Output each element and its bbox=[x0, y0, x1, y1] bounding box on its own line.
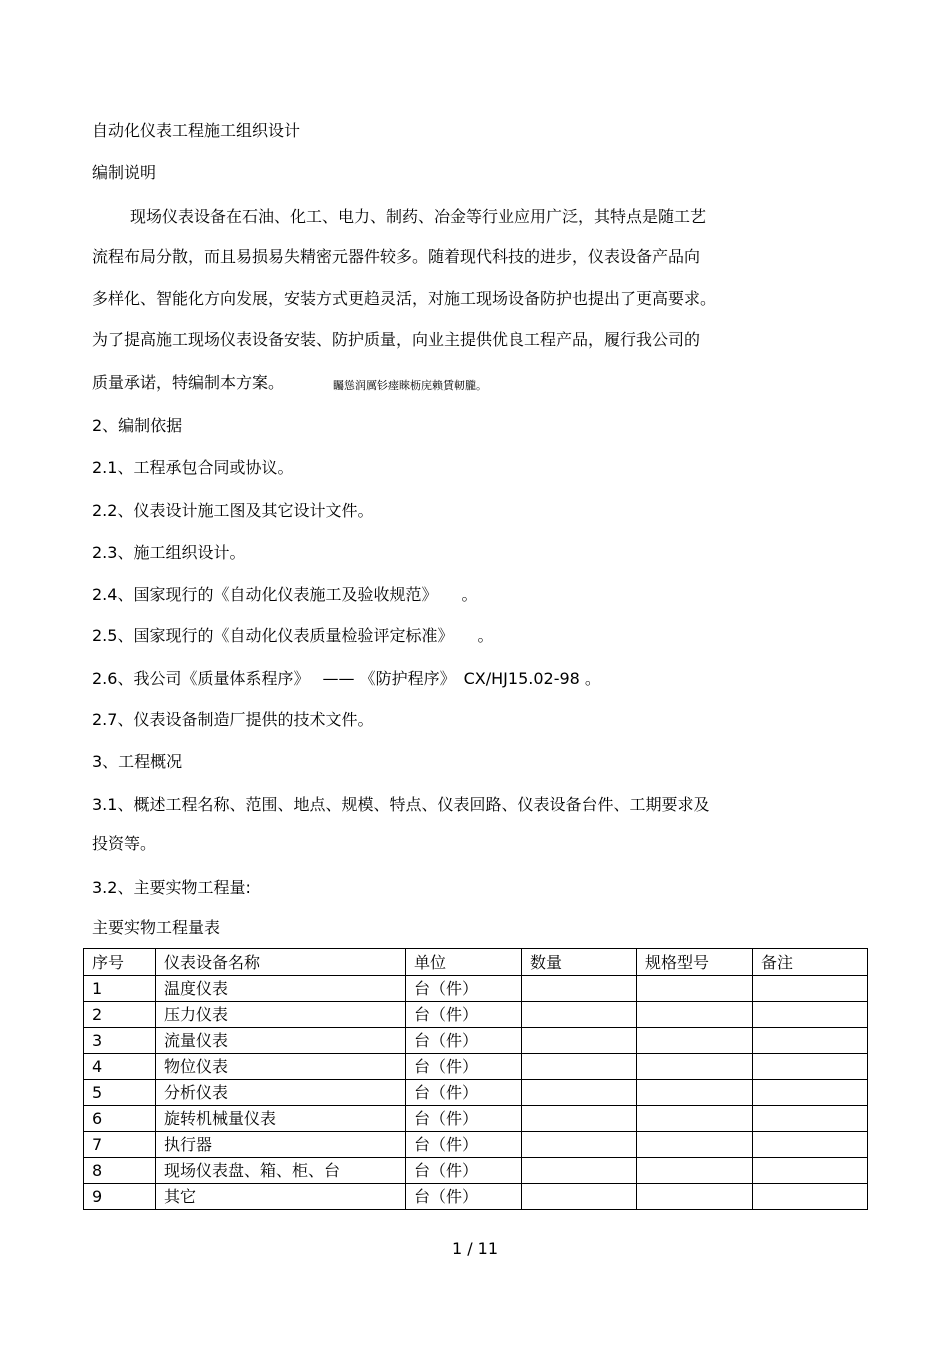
cell-remark bbox=[753, 1132, 868, 1158]
section-heading-preparation: 编制说明 bbox=[92, 163, 157, 182]
cell-spec bbox=[637, 976, 753, 1002]
cell-index: 9 bbox=[84, 1184, 156, 1210]
cell-index: 4 bbox=[84, 1054, 156, 1080]
overview-line: 3.1、概述工程名称、范围、地点、规模、特点、仪表回路、仪表设备台件、工期要求及 bbox=[92, 795, 710, 814]
basis-item: 2.6、我公司《质量体系程序》 —— 《防护程序》 CX/HJ15.02-98 。 bbox=[92, 669, 601, 688]
cell-index: 2 bbox=[84, 1002, 156, 1028]
cell-remark bbox=[753, 1080, 868, 1106]
cell-name: 流量仪表 bbox=[156, 1028, 406, 1054]
cell-unit: 台（件） bbox=[406, 1158, 522, 1184]
cell-quantity bbox=[522, 1158, 637, 1184]
cell-index: 1 bbox=[84, 976, 156, 1002]
cell-name: 执行器 bbox=[156, 1132, 406, 1158]
table-row bbox=[84, 1028, 868, 1054]
cell-remark bbox=[753, 1028, 868, 1054]
paragraph-line: 多样化、智能化方向发展，安装方式更趋灵活，对施工现场设备防护也提出了更高要求。 bbox=[92, 289, 717, 308]
cell-index: 7 bbox=[84, 1132, 156, 1158]
basis-item: 2.3、施工组织设计。 bbox=[92, 543, 246, 562]
paragraph-line: 为了提高施工现场仪表设备安装、防护质量，向业主提供优良工程产品，履行我公司的 bbox=[92, 330, 701, 349]
overview-line: 投资等。 bbox=[92, 834, 157, 853]
quantity-table bbox=[83, 948, 868, 1210]
paragraph-line: 现场仪表设备在石油、化工、电力、制药、冶金等行业应用广泛，其特点是随工艺 bbox=[130, 207, 707, 226]
section-heading-overview: 3、工程概况 bbox=[92, 752, 183, 771]
cell-spec bbox=[637, 1002, 753, 1028]
cell-unit: 台（件） bbox=[406, 1028, 522, 1054]
cell-remark bbox=[753, 1158, 868, 1184]
cell-quantity bbox=[522, 1080, 637, 1106]
header-cell: 备注 bbox=[753, 949, 868, 976]
table-row bbox=[84, 1132, 868, 1158]
table-row bbox=[84, 1106, 868, 1132]
cell-spec bbox=[637, 1054, 753, 1080]
cell-unit: 台（件） bbox=[406, 976, 522, 1002]
table-row bbox=[84, 1080, 868, 1106]
cell-index: 5 bbox=[84, 1080, 156, 1106]
cell-name: 压力仪表 bbox=[156, 1002, 406, 1028]
cell-quantity bbox=[522, 1106, 637, 1132]
cell-remark bbox=[753, 1184, 868, 1210]
header-cell: 数量 bbox=[522, 949, 637, 976]
basis-item: 2.7、仪表设备制造厂提供的技术文件。 bbox=[92, 710, 374, 729]
cell-unit: 台（件） bbox=[406, 1184, 522, 1210]
cell-name: 其它 bbox=[156, 1184, 406, 1210]
cell-index: 3 bbox=[84, 1028, 156, 1054]
table-row bbox=[84, 976, 868, 1002]
table-row bbox=[84, 1002, 868, 1028]
cell-remark bbox=[753, 1054, 868, 1080]
cell-remark bbox=[753, 1106, 868, 1132]
table-row bbox=[84, 1184, 868, 1210]
header-cell: 规格型号 bbox=[637, 949, 753, 976]
basis-item: 2.4、国家现行的《自动化仪表施工及验收规范》 。 bbox=[92, 585, 478, 604]
table-row bbox=[84, 1054, 868, 1080]
cell-quantity bbox=[522, 976, 637, 1002]
header-cell: 序号 bbox=[84, 949, 156, 976]
cell-quantity bbox=[522, 1184, 637, 1210]
cell-spec bbox=[637, 1184, 753, 1210]
cell-remark bbox=[753, 1002, 868, 1028]
document-title: 自动化仪表工程施工组织设计 bbox=[92, 121, 301, 140]
cell-name: 物位仪表 bbox=[156, 1054, 406, 1080]
table-title: 主要实物工程量表 bbox=[92, 918, 221, 937]
paragraph-line: 质量承诺，特编制本方案。 bbox=[92, 373, 285, 392]
cell-quantity bbox=[522, 1002, 637, 1028]
cell-unit: 台（件） bbox=[406, 1132, 522, 1158]
cell-name: 分析仪表 bbox=[156, 1080, 406, 1106]
basis-item: 2.2、仪表设计施工图及其它设计文件。 bbox=[92, 501, 374, 520]
cell-spec bbox=[637, 1106, 753, 1132]
table-row bbox=[84, 1158, 868, 1184]
cell-name: 旋转机械量仪表 bbox=[156, 1106, 406, 1132]
basis-item: 2.1、工程承包合同或协议。 bbox=[92, 458, 294, 477]
page-indicator: 1 / 11 bbox=[451, 1239, 499, 1258]
paragraph-line: 流程布局分散，而且易损易失精密元器件较多。随着现代科技的进步，仪表设备产品向 bbox=[92, 247, 701, 266]
cell-index: 8 bbox=[84, 1158, 156, 1184]
cell-unit: 台（件） bbox=[406, 1080, 522, 1106]
cell-unit: 台（件） bbox=[406, 1002, 522, 1028]
cell-quantity bbox=[522, 1054, 637, 1080]
cell-quantity bbox=[522, 1132, 637, 1158]
header-cell: 仪表设备名称 bbox=[156, 949, 406, 976]
quantity-heading: 3.2、主要实物工程量: bbox=[92, 878, 251, 897]
cell-unit: 台（件） bbox=[406, 1106, 522, 1132]
section-heading-basis: 2、编制依据 bbox=[92, 416, 183, 435]
cell-name: 温度仪表 bbox=[156, 976, 406, 1002]
cell-spec bbox=[637, 1080, 753, 1106]
cell-spec bbox=[637, 1132, 753, 1158]
cell-name: 现场仪表盘、箱、柜、台 bbox=[156, 1158, 406, 1184]
cell-unit: 台（件） bbox=[406, 1054, 522, 1080]
table-header-row bbox=[84, 949, 868, 976]
cell-spec bbox=[637, 1028, 753, 1054]
basis-item: 2.5、国家现行的《自动化仪表质量检验评定标准》 。 bbox=[92, 626, 494, 645]
cell-spec bbox=[637, 1158, 753, 1184]
cell-quantity bbox=[522, 1028, 637, 1054]
cell-remark bbox=[753, 976, 868, 1002]
garbled-text: 矚慫润厲钐瘗睞枥庑赖賃軔朧。 bbox=[333, 379, 487, 392]
cell-index: 6 bbox=[84, 1106, 156, 1132]
header-cell: 单位 bbox=[406, 949, 522, 976]
